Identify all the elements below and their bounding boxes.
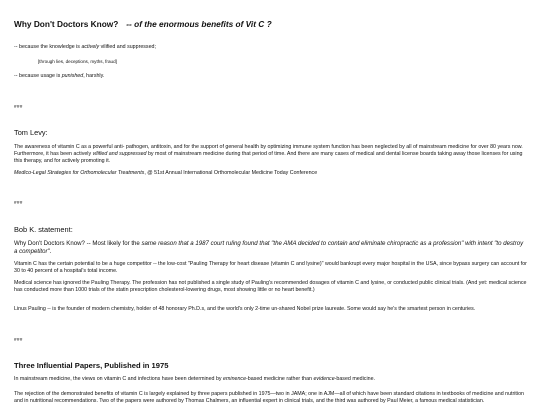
bob-k-paragraph-2: Medical science has ignored the Pauling Therapy. The profession has not published a single study of Pauling's recommended dosages of vitamin C and lysine, or conducted public clinical trials. (And yet: medical science has conducted more than 1000 trials of the statin prescription cholesterol-lowering drugs, most showing little or no heart benefit.) xyxy=(14,280,527,293)
bob-k-heading: Bob K. statement: xyxy=(14,225,73,234)
intro-line-2-end: , harshly. xyxy=(83,73,105,79)
tom-levy-emphasis: vilified and suppressed xyxy=(92,150,147,157)
three-papers-paragraph-2: The rejection of the demonstrated benefits of vitamin C is largely explained by three papers published in 1975—two in JAMA; one in AJM—all of which have been standard citations in textbooks of medicine and nutrition and in nutritional recommendations. Two of the papers were authored by Thomas Chalmers, an influential expert in clinical trials, and the third was authored by Paul Meier, a famous medical statistician. xyxy=(14,391,524,404)
intro-line-1 xyxy=(14,44,528,51)
evidence-emphasis: evidence xyxy=(313,376,335,382)
title-main: Why Don't Doctors Know? xyxy=(14,19,119,29)
three-papers-text-end: -based medicine. xyxy=(334,376,375,382)
intro-line-1-text: -- because the knowledge is xyxy=(14,44,82,50)
intro-line-1-emphasis: actively xyxy=(81,44,100,50)
separator: ### xyxy=(14,200,23,205)
bob-k-paragraph-1: Vitamin C has the certain potential to be a huge competitor -- the low-cost "Pauling Therapy for heart disease (vitamin C and lysine)" would bankrupt every major hospital in the USA, since bypass surgery can account for 30 to 40 percent of a hospital's total income. xyxy=(14,261,527,274)
intro-line-1-end: vilified and suppressed; xyxy=(99,44,156,50)
bob-k-lead-text: Why Don't Doctors Know? -- Most likely for the xyxy=(14,240,142,247)
citation-source: , @ 51st Annual International Orthomolecular Medicine Today Conference xyxy=(144,170,318,176)
bob-k-lead-emphasis: same reason that a 1987 court ruling found that "the AMA decided to contain and eliminate chiropractic as a profession" with intent "to destroy a competitor". xyxy=(14,240,524,255)
page-title xyxy=(14,19,272,29)
tom-levy-heading: Tom Levy: xyxy=(14,128,48,137)
tom-levy-text: The awareness of vitamin C as a powerful anti- pathogen, antitoxin, and for the support of general health by optimizing immune system function has been neglected by all of mainstream medicine for over 80 years now. Furthermore, it has been actively xyxy=(14,144,523,157)
intro-bracket: [through lies, deceptions, myths, fraud] xyxy=(38,59,117,64)
three-papers-heading: Three Influential Papers, Published in 1975 xyxy=(14,361,169,370)
citation-title: Medico-Legal Strategies for Orthomolecular Treatments xyxy=(14,170,145,176)
three-papers-text-mid: -based medicine rather than xyxy=(246,376,314,382)
intro-line-2-text: -- because usage is xyxy=(14,73,62,79)
tom-levy-citation xyxy=(14,170,528,177)
bob-k-paragraph-3: Linus Pauling -- is the founder of modern chemistry, holder of 48 honorary Ph.D.s, and the world's only 2-time un-shared Nobel prize laureate. Some would say he's the smartest person in centuries. xyxy=(14,306,476,312)
eminence-emphasis: eminence xyxy=(223,376,247,382)
bob-k-lead xyxy=(14,240,528,256)
title-subtitle: -- of the enormous benefits of Vit C ? xyxy=(126,19,272,29)
three-papers-paragraph-1 xyxy=(14,376,528,383)
three-papers-text: In mainstream medicine, the views on vitamin C and infections have been determined by xyxy=(14,376,224,382)
intro-line-2-emphasis: punished xyxy=(61,73,84,79)
separator: ### xyxy=(14,104,23,109)
intro-line-2 xyxy=(14,73,528,80)
tom-levy-paragraph xyxy=(14,144,528,165)
tom-levy-text-end: by most of mainstream medicine during that period of time. And there are many cases of medical and dental license boards taking away those licenses for using this therapy, and for actively promoting it. xyxy=(14,150,523,164)
separator: ### xyxy=(14,337,23,342)
